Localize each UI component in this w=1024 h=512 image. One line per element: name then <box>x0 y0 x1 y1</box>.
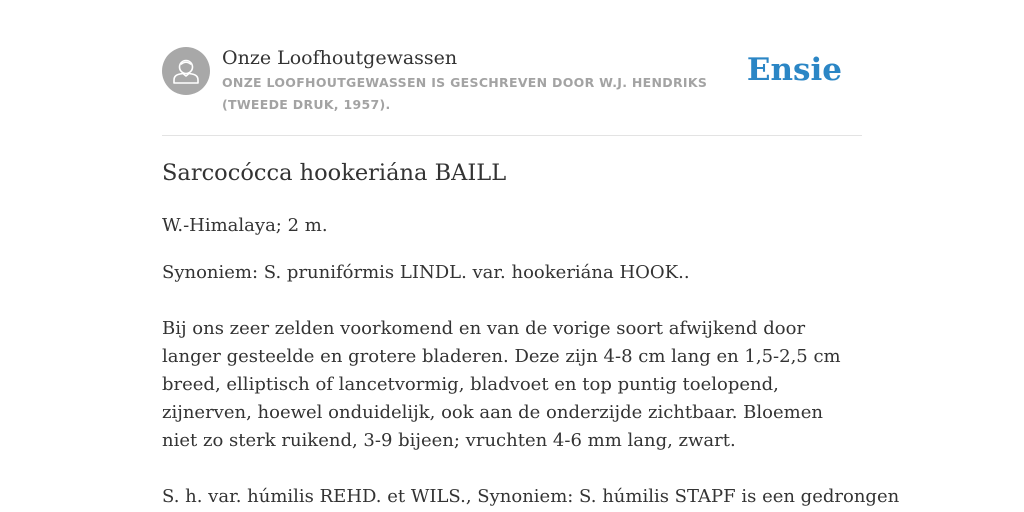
ensie-logo[interactable]: Ensie <box>746 52 842 88</box>
article-title: Sarcocócca hookeriána BAILL <box>162 160 507 186</box>
user-icon <box>162 47 210 95</box>
article-paragraph-description: Bij ons zeer zelden voorkomend en van de vorige soort afwijkend door langer gesteelde en grotere bladeren. Deze zijn 4-8 cm lang en 1,5-2,5 cm breed, elliptisch of lancetvormig, bladvoet en top puntig toelopend, zijnerven, hoewel onduidelijk, ook aan de onderzijde zichtbaar. Bloemen niet zo sterk ruikend, 3-9 bijeen; vruchten 4-6 mm lang, zwart. <box>162 318 841 451</box>
article-paragraph-synonym: Synoniem: S. prunifórmis LINDL. var. hookeriána HOOK.. <box>162 262 690 283</box>
source-avatar[interactable] <box>162 47 210 95</box>
page <box>162 0 900 507</box>
source-description: ONZE LOOFHOUTGEWASSEN IS GESCHREVEN DOOR W.J. HENDRIKS (TWEEDE DRUK, 1957). <box>222 75 708 112</box>
article-paragraph-region: W.-Himalaya; 2 m. <box>162 215 328 236</box>
source-header <box>162 0 862 136</box>
source-title[interactable]: Onze Loofhoutgewassen <box>222 47 458 69</box>
article-paragraph-variety: S. h. var. húmilis REHD. et WILS., Synoniem: S. húmilis STAPF is een gedrongen <box>162 486 900 507</box>
